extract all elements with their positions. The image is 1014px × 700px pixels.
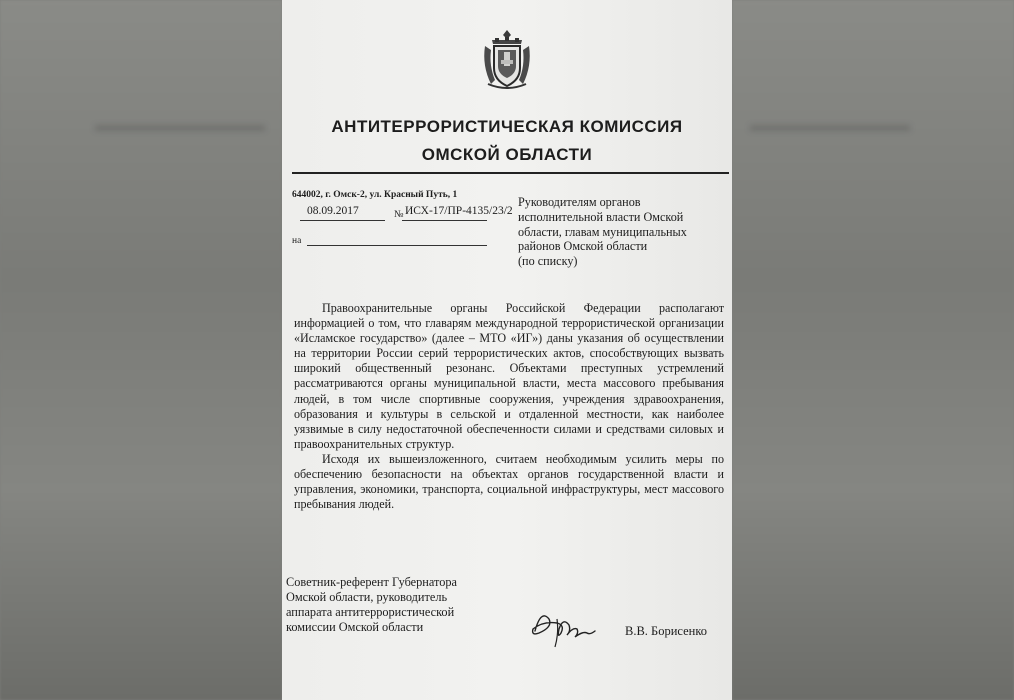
- recipient-line: Руководителям органов: [518, 195, 641, 209]
- reply-to-label: на: [292, 236, 302, 246]
- recipient-line: районов Омской области: [518, 239, 648, 254]
- letter-body: [294, 301, 724, 512]
- recipient-line: исполнительной власти Омской: [518, 209, 684, 224]
- recipient-line: области, главам муниципальных: [518, 224, 687, 239]
- number-underline: [402, 220, 487, 221]
- signatory-title-line: комиссии Омской области: [286, 620, 424, 634]
- background-right: [732, 0, 1014, 700]
- recipient-line: (по списку): [518, 254, 578, 269]
- background-left: [0, 0, 282, 700]
- document-number: ИСХ-17/ПР-4135/23/2: [405, 205, 513, 217]
- signatory-title: [286, 575, 457, 635]
- body-paragraph: Правоохранительные органы Российской Федерации располагают информацией о том, что главарям международной террористической организации «Исламское государство» (далее – МТО «ИГ») даны указания об осуществлении на территории России серий террористических актов, способствующих вызвать широкий общественный резонанс. Объектами преступных устремлений рассматриваются органы муниципальной власти, места массового пребывания людей, в том числе спортивные сооружения, учреждения здравоохранения, образования и культуры в сельской и отдаленной местности, как наиболее уязвимые в силу недостаточной обеспеченности силами и средствами силовых и правоохранительных структур.: [294, 301, 724, 451]
- number-label: №: [394, 209, 404, 220]
- document-date: 08.09.2017: [307, 205, 359, 217]
- body-paragraph: Исходя их вышеизложенного, считаем необходимым усилить меры по обеспечению безопасности на объектах органов государственной власти и управления, экономики, транспорта, социальной инфраструктуры, мест массового пребывания людей.: [294, 451, 724, 512]
- sender-address: 644002, г. Омск-2, ул. Красный Путь, 1: [292, 190, 458, 200]
- coat-of-arms-emblem: [482, 28, 532, 90]
- handwritten-signature: [527, 597, 607, 649]
- background-blur: [750, 125, 910, 131]
- signatory-title-line: Омской области, руководитель: [286, 590, 448, 604]
- signatory-title-line: аппарата антитеррористической: [286, 605, 455, 619]
- header-divider: [292, 172, 729, 174]
- organization-region: ОМСКОЙ ОБЛАСТИ: [421, 145, 593, 164]
- document-page: [282, 0, 732, 700]
- date-underline: [300, 220, 385, 221]
- organization-title: АНТИТЕРРОРИСТИЧЕСКАЯ КОМИССИЯ: [331, 117, 683, 136]
- background-blur: [95, 125, 265, 131]
- reply-to-underline: [307, 245, 487, 246]
- signatory-title-line: Советник-референт Губернатора: [286, 575, 457, 589]
- signatory-name: В.В. Борисенко: [625, 624, 708, 638]
- recipient-block: [518, 195, 728, 269]
